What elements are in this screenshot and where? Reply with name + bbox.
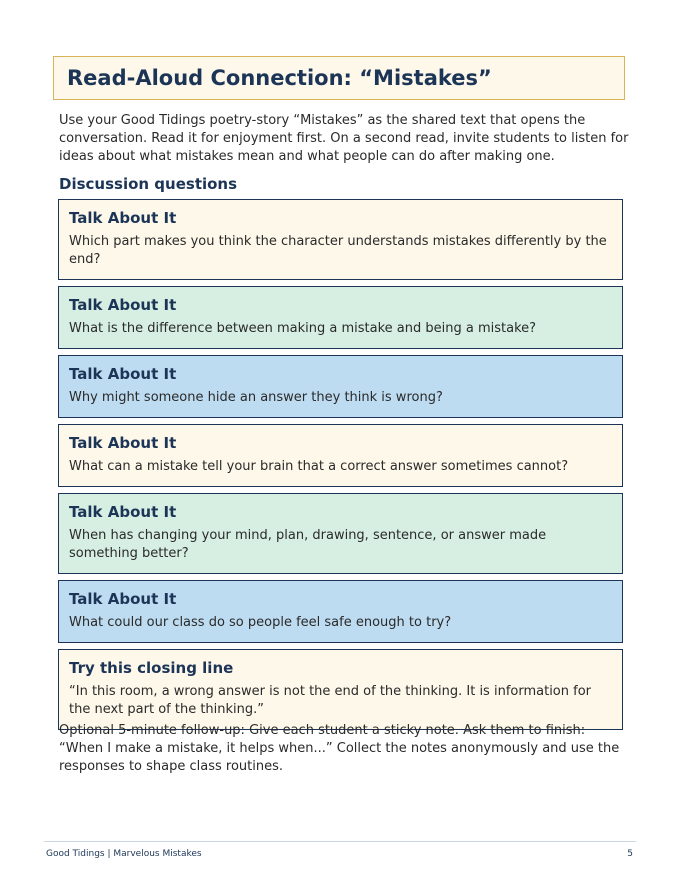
card-text: What is the difference between making a mistake and being a mistake? xyxy=(69,321,537,336)
discussion-card xyxy=(58,493,623,574)
card-text: What can a mistake tell your brain that a correct answer sometimes cannot? xyxy=(69,459,569,474)
page-title: Read-Aloud Connection: “Mistakes” xyxy=(67,66,492,90)
discussion-card xyxy=(58,286,623,349)
card-title: Talk About It xyxy=(69,296,177,314)
closing-line-card xyxy=(58,649,623,730)
card-text: What could our class do so people feel safe enough to try? xyxy=(69,615,452,630)
card-title: Talk About It xyxy=(69,503,177,521)
discussion-cards xyxy=(58,199,623,736)
card-text: “In this room, a wrong answer is not the end of the thinking. It is information for the next part of the thinking.” xyxy=(69,684,591,717)
discussion-card xyxy=(58,424,623,487)
card-title: Try this closing line xyxy=(69,659,234,677)
card-title: Talk About It xyxy=(69,365,177,383)
discussion-card xyxy=(58,355,623,418)
footer-divider xyxy=(44,841,636,842)
card-title: Talk About It xyxy=(69,590,177,608)
card-text: When has changing your mind, plan, drawing, sentence, or answer made something better? xyxy=(69,528,547,561)
intro-paragraph: Use your Good Tidings poetry-story “Mistakes” as the shared text that opens the conversation. Read it for enjoyment first. On a second read, invite students to listen for ideas about what mistakes mean and what people can do after making one. xyxy=(59,113,629,164)
card-title: Talk About It xyxy=(69,209,177,227)
discussion-card xyxy=(58,580,623,643)
card-title: Talk About It xyxy=(69,434,177,452)
discussion-card xyxy=(58,199,623,280)
footer-text: Good Tidings | Marvelous Mistakes xyxy=(46,849,202,859)
page-number: 5 xyxy=(627,849,633,859)
followup-paragraph: Optional 5-minute follow-up: Give each student a sticky note. Ask them to finish: “When I make a mistake, it helps when...” Collect the notes anonymously and use the responses to shape class routines. xyxy=(59,723,620,774)
section-heading: Discussion questions xyxy=(59,175,238,193)
card-text: Why might someone hide an answer they think is wrong? xyxy=(69,390,443,405)
title-banner xyxy=(53,56,625,100)
card-text: Which part makes you think the character understands mistakes differently by the end? xyxy=(69,234,607,267)
